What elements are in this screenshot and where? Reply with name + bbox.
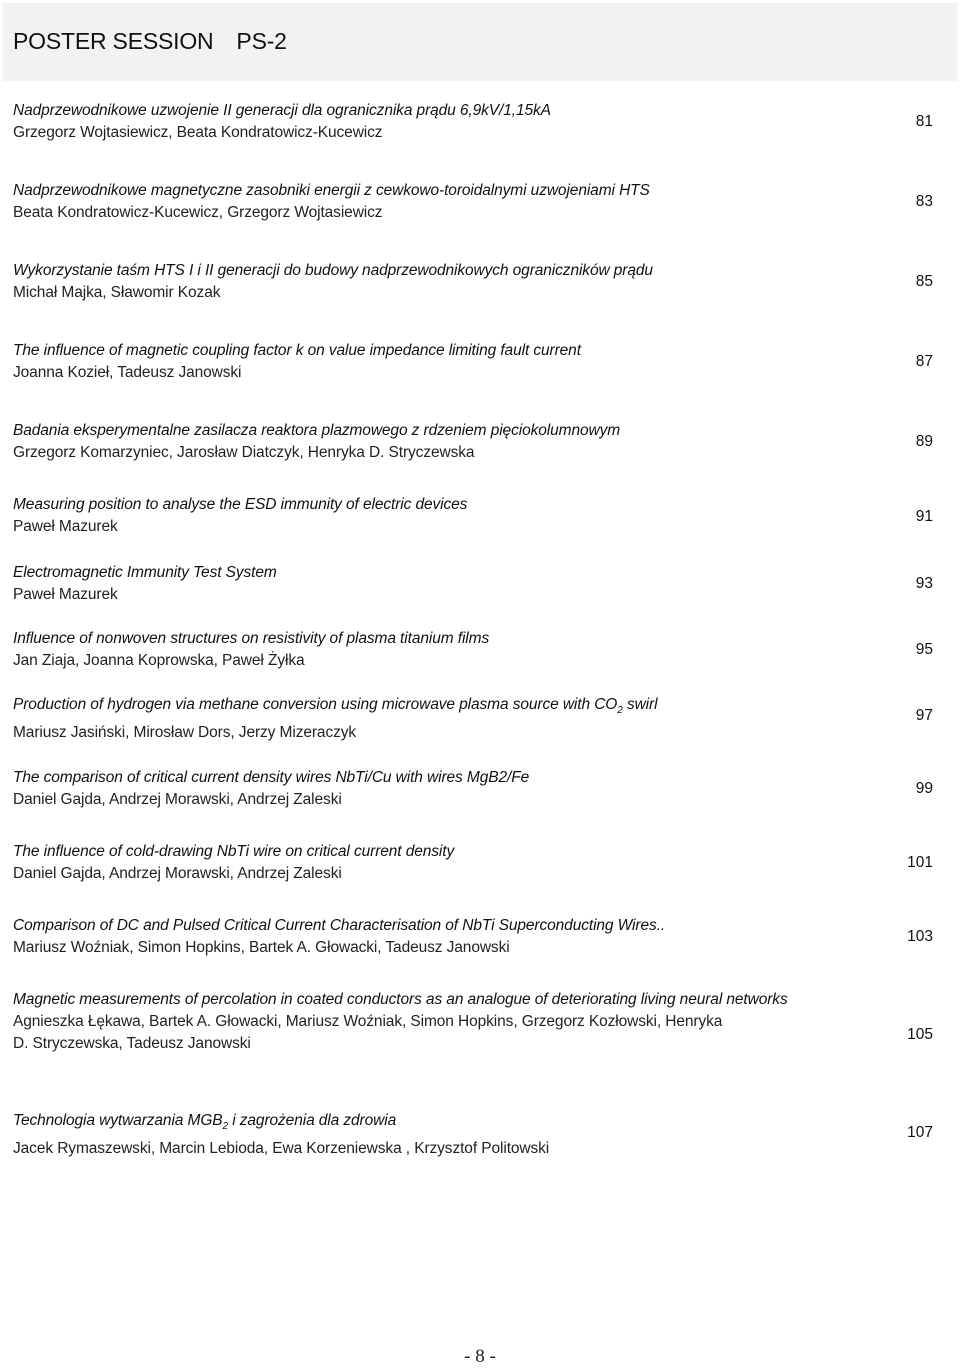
entry-title-text: Production of hydrogen via methane conversion using microwave plasma source with CO xyxy=(13,696,618,713)
session-name: POSTER SESSION xyxy=(13,28,214,54)
toc-entry xyxy=(13,693,953,744)
entry-title-text-end: i zagrożenia dla zdrowia xyxy=(228,1112,397,1129)
toc-entry xyxy=(13,840,953,885)
entry-page-number: 101 xyxy=(907,854,933,871)
entry-title: Electromagnetic Immunity Test System xyxy=(13,564,277,581)
entry-authors: Daniel Gajda, Andrzej Morawski, Andrzej Zaleski xyxy=(13,791,342,808)
toc-entry xyxy=(13,1109,953,1160)
entry-page-number: 93 xyxy=(915,575,933,592)
entry-authors: Mariusz Woźniak, Simon Hopkins, Bartek A. Głowacki, Tadeusz Janowski xyxy=(13,939,510,956)
entry-title-subscript: 2 xyxy=(617,705,623,717)
entry-page-number: 85 xyxy=(915,273,933,290)
entry-title: The comparison of critical current density wires NbTi/Cu with wires MgB2/Fe xyxy=(13,769,530,786)
entry-title: Measuring position to analyse the ESD immunity of electric devices xyxy=(13,496,468,513)
entry-page-number: 99 xyxy=(915,780,933,797)
toc-entry xyxy=(13,259,953,304)
entry-title: Comparison of DC and Pulsed Critical Current Characterisation of NbTi Superconducting Wires.. xyxy=(13,917,666,934)
page-number: - 8 - xyxy=(464,1346,496,1367)
toc-entry xyxy=(13,179,953,224)
session-title xyxy=(13,28,287,55)
entry-page-number: 83 xyxy=(915,193,933,210)
entry-title-text: Technologia wytwarzania MGB xyxy=(13,1112,223,1129)
entry-page-number: 81 xyxy=(915,113,933,130)
session-code: PS-2 xyxy=(236,28,287,54)
entry-authors: Grzegorz Wojtasiewicz, Beata Kondratowicz-Kucewicz xyxy=(13,124,383,141)
entry-authors: Grzegorz Komarzyniec, Jarosław Diatczyk, Henryka D. Stryczewska xyxy=(13,444,475,461)
entry-authors: Joanna Kozieł, Tadeusz Janowski xyxy=(13,364,242,381)
entry-title: Magnetic measurements of percolation in coated conductors as an analogue of deteriorating living neural networks xyxy=(13,991,788,1008)
toc-entry xyxy=(13,99,953,144)
toc-entry xyxy=(13,419,953,464)
toc-entry xyxy=(13,914,953,959)
entry-page-number: 97 xyxy=(915,707,933,724)
entry-authors: Beata Kondratowicz-Kucewicz, Grzegorz Wojtasiewicz xyxy=(13,204,383,221)
entry-authors: Michał Majka, Sławomir Kozak xyxy=(13,284,221,301)
entry-authors: Daniel Gajda, Andrzej Morawski, Andrzej Zaleski xyxy=(13,865,342,882)
toc-entry xyxy=(13,766,953,811)
entry-page-number: 105 xyxy=(907,1026,933,1043)
entry-page-number: 89 xyxy=(915,433,933,450)
entry-title xyxy=(13,693,848,722)
entry-title: Wykorzystanie taśm HTS I i II generacji do budowy nadprzewodnikowych ograniczników prądu xyxy=(13,262,653,279)
entry-title: The influence of cold-drawing NbTi wire on critical current density xyxy=(13,843,455,860)
entry-page-number: 91 xyxy=(915,508,933,525)
entry-authors: Agnieszka Łękawa, Bartek A. Głowacki, Mariusz Woźniak, Simon Hopkins, Grzegorz Kozłowski, Henryka D. Stryczewska, Tadeusz Janowski xyxy=(13,1013,723,1052)
entry-page-number: 95 xyxy=(915,641,933,658)
entry-authors: Paweł Mazurek xyxy=(13,586,118,603)
entry-page-number: 107 xyxy=(907,1124,933,1141)
entry-page-number: 87 xyxy=(915,353,933,370)
entry-title: The influence of magnetic coupling factor k on value impedance limiting fault current xyxy=(13,342,581,359)
toc-entry xyxy=(13,561,953,606)
toc-entry xyxy=(13,339,953,384)
entry-title: Influence of nonwoven structures on resistivity of plasma titanium films xyxy=(13,630,490,647)
toc-entry xyxy=(13,988,953,1055)
entry-authors: Jan Ziaja, Joanna Koprowska, Paweł Żyłka xyxy=(13,652,305,669)
entry-title: Nadprzewodnikowe uzwojenie II generacji dla ogranicznika prądu 6,9kV/1,15kA xyxy=(13,102,551,119)
toc-entry xyxy=(13,627,953,672)
entry-title-subscript: 2 xyxy=(222,1121,228,1133)
entry-page-number: 103 xyxy=(907,928,933,945)
entry-title: Badania eksperymentalne zasilacza reaktora plazmowego z rdzeniem pięciokolumnowym xyxy=(13,422,621,439)
toc-entry xyxy=(13,493,953,538)
entry-authors: Mariusz Jasiński, Mirosław Dors, Jerzy Mizeraczyk xyxy=(13,724,357,742)
entry-title: Nadprzewodnikowe magnetyczne zasobniki energii z cewkowo-toroidalnymi uzwojeniami HTS xyxy=(13,182,650,199)
entry-authors: Paweł Mazurek xyxy=(13,518,118,535)
entry-authors: Jacek Rymaszewski, Marcin Lebioda, Ewa Korzeniewska , Krzysztof Politowski xyxy=(13,1140,550,1158)
entry-title xyxy=(13,1109,848,1138)
entry-title-text-end: swirl xyxy=(622,696,658,713)
